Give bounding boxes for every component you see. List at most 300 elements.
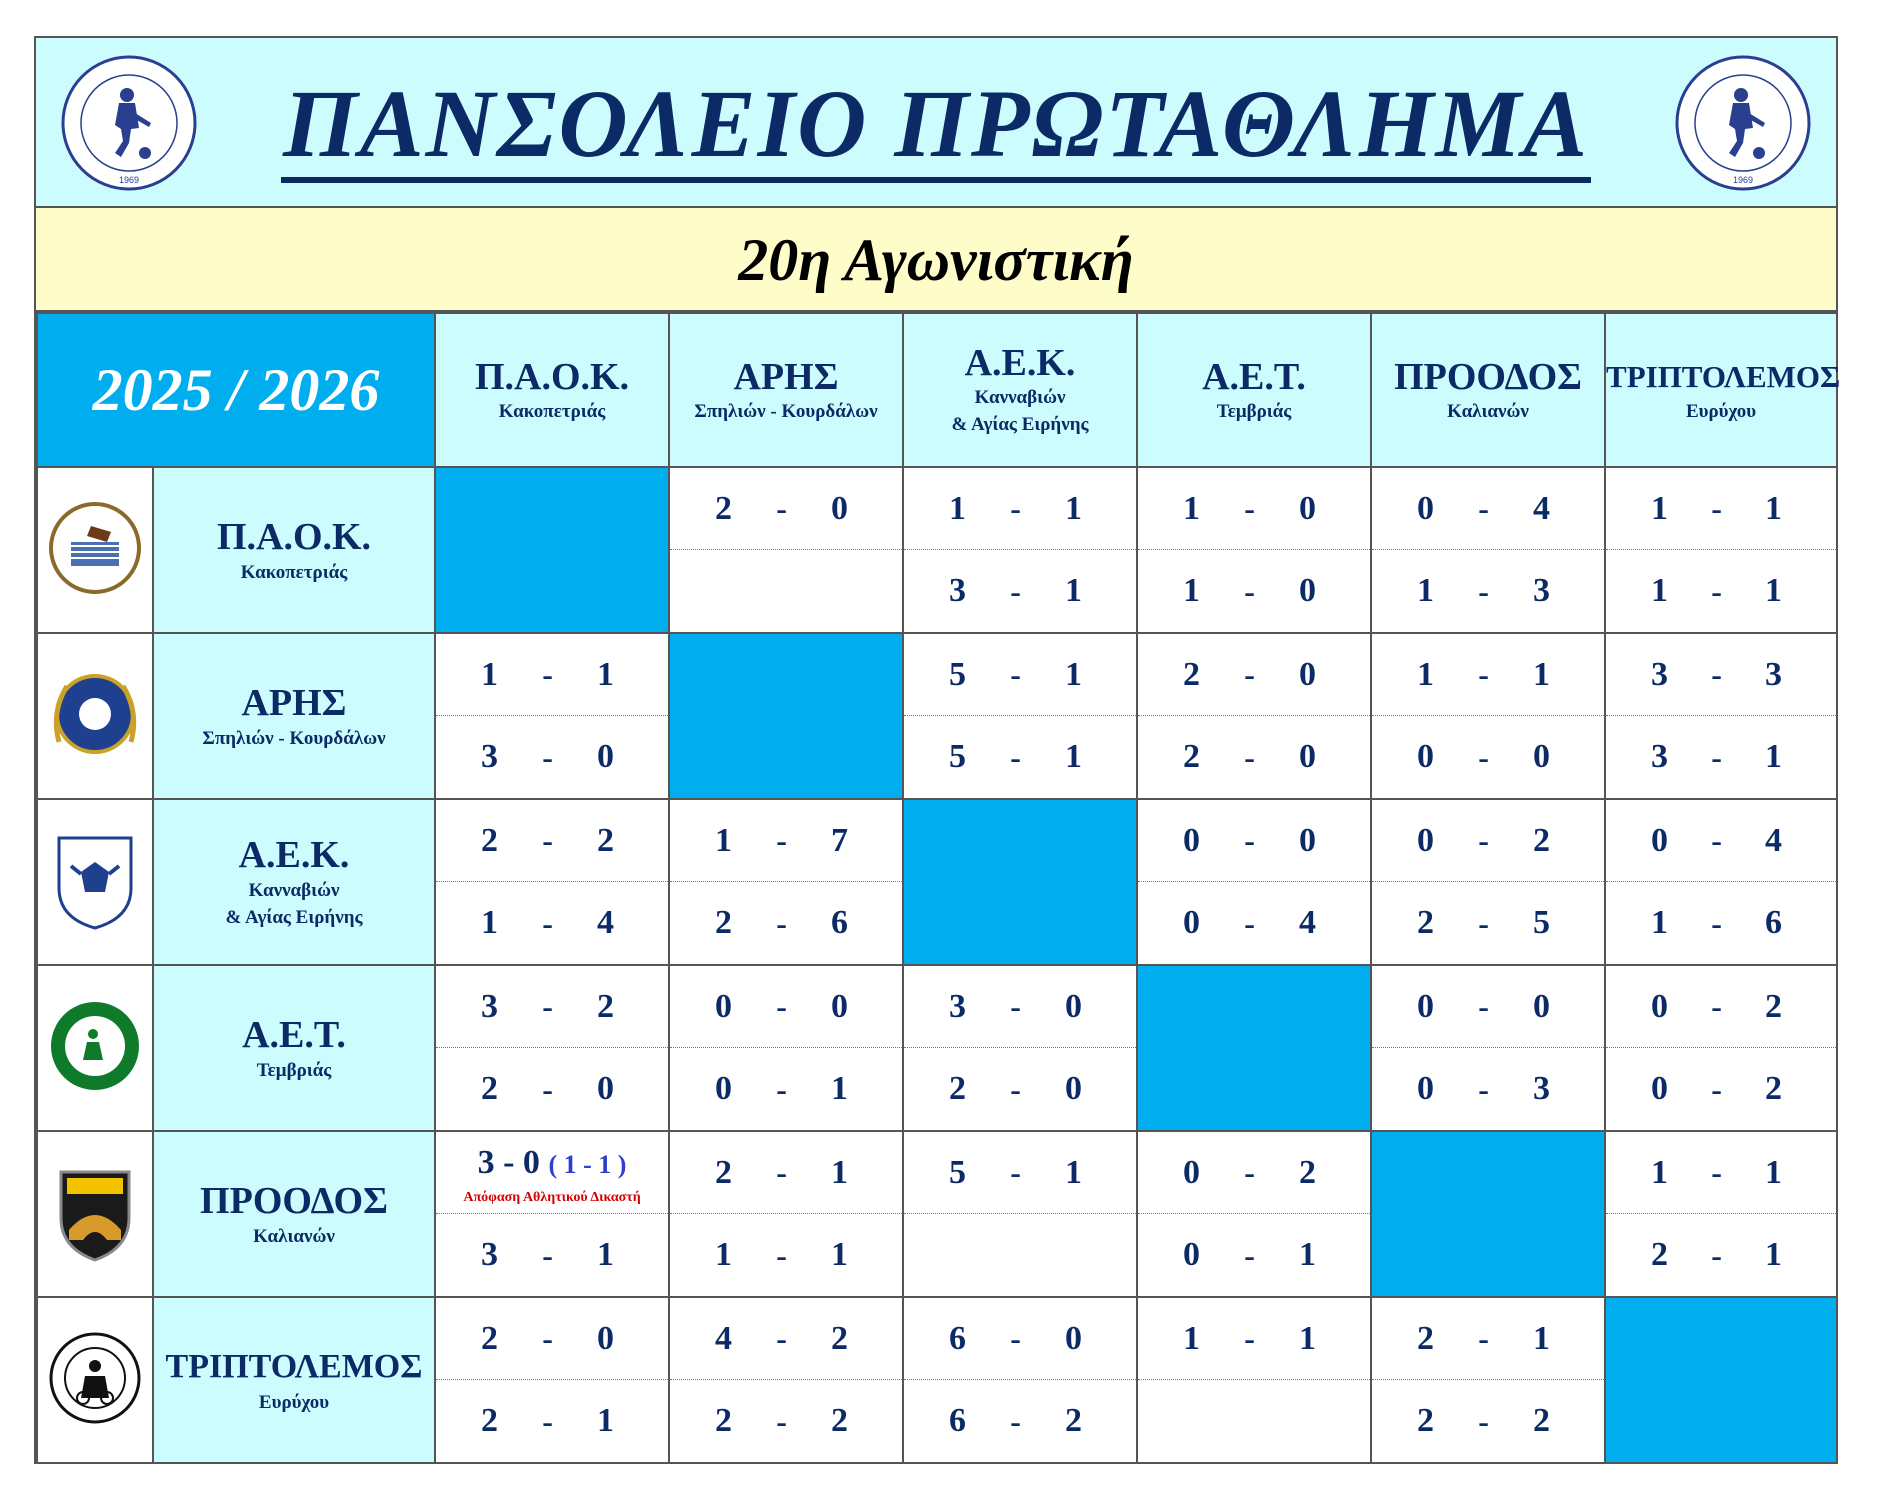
result-cell (903, 1131, 1137, 1297)
away-goals: 1 (1299, 1236, 1317, 1273)
score (904, 550, 1136, 632)
score-dash: - (776, 1402, 787, 1439)
score-dash: - (1244, 1320, 1255, 1356)
team-logo (37, 799, 153, 965)
score (670, 1132, 902, 1214)
result-box (1372, 468, 1604, 632)
score-dash: - (1010, 1070, 1021, 1107)
score-empty (670, 550, 902, 632)
score (904, 1380, 1136, 1462)
score (670, 468, 902, 550)
score-dash: - (1478, 490, 1489, 526)
score-dash: - (1478, 1402, 1489, 1439)
score-dash: - (542, 904, 553, 941)
home-goals: 2 (715, 489, 733, 527)
result-box (1372, 966, 1604, 1130)
score (1372, 716, 1604, 798)
home-goals: 3 (481, 738, 499, 775)
away-goals: 4 (1533, 489, 1551, 527)
result-cell (669, 467, 903, 633)
away-goals: 2 (1299, 1153, 1317, 1191)
result-box (904, 634, 1136, 798)
column-header-team (903, 313, 1137, 467)
row-team-header (153, 799, 435, 965)
result-cell (903, 467, 1137, 633)
row-team-name: Π.Α.Ο.Κ. (216, 515, 372, 558)
home-goals: 5 (949, 655, 967, 693)
away-goals: 4 (1299, 904, 1317, 941)
season-label: 2025 / 2026 (37, 313, 435, 467)
home-goals: 3 (1651, 655, 1669, 693)
score-dash: - (542, 738, 553, 775)
home-goals: 1 (1651, 489, 1669, 527)
team-logo (37, 1131, 153, 1297)
score-dash: - (776, 822, 787, 858)
column-team-name: ΤΡΙΠΤΟΛΕΜΟΣ (1606, 358, 1841, 394)
result-box (1138, 468, 1370, 632)
score-dash: - (1010, 1154, 1021, 1190)
away-goals: 0 (597, 1319, 615, 1357)
away-goals: 0 (597, 1070, 615, 1107)
score (670, 1298, 902, 1380)
home-goals: 1 (715, 1236, 733, 1273)
result-cell (669, 799, 903, 965)
result-box (1372, 1298, 1604, 1462)
original-score: ( 1 - 1 ) (548, 1150, 627, 1179)
result-cell (1137, 799, 1371, 965)
away-goals: 1 (1765, 1153, 1783, 1191)
round-title: 20η Αγωνιστική (36, 208, 1836, 312)
score (904, 966, 1136, 1048)
away-goals: 0 (1065, 987, 1083, 1025)
score-dash: - (1244, 1154, 1255, 1190)
home-goals: 0 (1417, 1070, 1435, 1107)
score (436, 1214, 668, 1296)
result-box (670, 468, 902, 632)
result-box (1372, 800, 1604, 964)
score-dash: - (1478, 572, 1489, 609)
score (1138, 1298, 1370, 1380)
row-team-town: Κακοπετριάς (240, 561, 348, 583)
score-dash: - (542, 1070, 553, 1107)
score-dash: - (1010, 572, 1021, 609)
table-row (37, 1297, 1837, 1463)
row-team-header (153, 1297, 435, 1463)
away-goals: 2 (1065, 1402, 1083, 1439)
svg-text:1969: 1969 (1732, 175, 1754, 185)
column-header-team (669, 313, 903, 467)
result-box (436, 634, 668, 798)
score (1138, 716, 1370, 798)
result-box (1606, 634, 1836, 798)
result-box (1138, 634, 1370, 798)
row-team-header (153, 1131, 435, 1297)
row-team-town: Κανναβιών (248, 880, 340, 901)
result-cell (1371, 1297, 1605, 1463)
away-goals: 2 (1533, 821, 1551, 859)
home-goals: 1 (481, 655, 499, 693)
away-goals: 3 (1533, 1070, 1551, 1107)
home-goals: 5 (949, 1153, 967, 1191)
away-goals: 5 (1533, 904, 1551, 941)
score (436, 1048, 668, 1130)
score (436, 716, 668, 798)
score-dash: - (1478, 904, 1489, 941)
result-box (436, 1298, 668, 1462)
away-goals: 1 (1065, 489, 1083, 527)
home-goals: 2 (1417, 1402, 1435, 1439)
result-cell (1137, 1297, 1371, 1463)
row-team-name: ΤΡΙΠΤΟΛΕΜΟΣ (165, 1347, 423, 1385)
row-team-name: ΑΡΗΣ (241, 681, 347, 724)
column-team-town: Κακοπετριάς (498, 400, 606, 422)
column-team-town: Κανναβιών (974, 387, 1066, 408)
result-box (1606, 1132, 1836, 1296)
home-goals: 2 (715, 1402, 733, 1439)
diagonal-cell (903, 799, 1137, 965)
home-goals: 1 (1651, 572, 1669, 609)
result-box (1606, 468, 1836, 632)
row-team-header (153, 965, 435, 1131)
score-dash: - (542, 1320, 553, 1356)
score-dash: - (776, 490, 787, 526)
home-goals: 6 (949, 1402, 967, 1439)
result-cell (903, 1297, 1137, 1463)
score-dash: - (776, 1154, 787, 1190)
table-row (37, 799, 1837, 965)
away-goals: 0 (1065, 1319, 1083, 1357)
away-goals: 1 (1533, 655, 1551, 693)
score (1606, 882, 1836, 964)
score (1372, 800, 1604, 882)
score-dash: - (1010, 988, 1021, 1024)
table-row (37, 1131, 1837, 1297)
result-cell (669, 1131, 903, 1297)
column-team-town-line2: & Αγίας Ειρήνης (951, 414, 1089, 435)
team-logo (37, 467, 153, 633)
score (1138, 1132, 1370, 1214)
result-cell (1605, 633, 1837, 799)
result-box (1606, 966, 1836, 1130)
result-box (670, 1298, 902, 1462)
score (670, 1380, 902, 1462)
score-dash: - (1711, 822, 1722, 858)
home-goals: 3 (1651, 738, 1669, 775)
federation-logo-right (1668, 48, 1818, 198)
page-title (36, 70, 1836, 177)
row-team-name: Α.Ε.Τ. (242, 1013, 346, 1056)
score-dash: - (1711, 656, 1722, 692)
home-goals: 2 (481, 821, 499, 859)
diagonal-cell (1371, 1131, 1605, 1297)
away-goals: 1 (1065, 655, 1083, 693)
score (1606, 1048, 1836, 1130)
table-row (37, 633, 1837, 799)
result-cell (1137, 467, 1371, 633)
score (1138, 882, 1370, 964)
score (1606, 716, 1836, 798)
home-goals: 6 (949, 1319, 967, 1357)
score (1372, 882, 1604, 964)
home-goals: 5 (949, 738, 967, 775)
score-dash: - (1478, 656, 1489, 692)
result-cell (1137, 633, 1371, 799)
away-goals: 0 (831, 987, 849, 1025)
column-header-team (1605, 313, 1841, 467)
score-dash: - (1711, 1154, 1722, 1190)
home-goals: 2 (715, 1153, 733, 1191)
row-team-name: ΠΡΟΟΔΟΣ (200, 1179, 388, 1222)
away-goals: 2 (831, 1319, 849, 1357)
result-cell (435, 1297, 669, 1463)
away-goals: 1 (831, 1236, 849, 1273)
score-dash: - (1010, 1320, 1021, 1356)
score (436, 882, 668, 964)
column-team-name: Α.Ε.Κ. (964, 342, 1076, 384)
away-goals: 2 (1533, 1402, 1551, 1439)
score-dash: - (1711, 738, 1722, 775)
score (904, 1132, 1136, 1214)
row-team-name: Α.Ε.Κ. (238, 834, 350, 876)
score-dash: - (1244, 572, 1255, 609)
column-team-name: ΑΡΗΣ (733, 355, 839, 398)
away-goals: 1 (1765, 1236, 1783, 1273)
row-team-header (153, 467, 435, 633)
away-goals: 1 (831, 1153, 849, 1191)
score-dash: - (776, 1320, 787, 1356)
away-goals: 2 (597, 987, 615, 1025)
special-score-value: 3 - 0 (477, 1144, 540, 1181)
home-goals: 0 (1651, 1070, 1669, 1107)
score-dash: - (1478, 822, 1489, 858)
score (1372, 1298, 1604, 1380)
result-box (670, 1132, 902, 1296)
score (904, 716, 1136, 798)
score (436, 966, 668, 1048)
score (1138, 550, 1370, 632)
column-team-town: Σπηλιών - Κουρδάλων (694, 400, 878, 422)
away-goals: 0 (1299, 738, 1317, 775)
result-box (1138, 1132, 1370, 1296)
score (904, 634, 1136, 716)
score (904, 1048, 1136, 1130)
diagonal-cell (1137, 965, 1371, 1131)
away-goals: 0 (1299, 655, 1317, 693)
result-box (904, 966, 1136, 1130)
score (904, 1298, 1136, 1380)
score-dash: - (1711, 490, 1722, 526)
score-dash: - (1244, 822, 1255, 858)
result-cell (1371, 633, 1605, 799)
home-goals: 0 (1183, 1153, 1201, 1191)
home-goals: 2 (481, 1319, 499, 1357)
special-result (436, 1132, 668, 1214)
result-box (436, 800, 668, 964)
row-team-town: Σπηλιών - Κουρδάλων (202, 727, 386, 749)
result-box (904, 1132, 1136, 1296)
home-goals: 1 (1651, 904, 1669, 941)
score-dash: - (776, 1236, 787, 1273)
away-goals: 0 (1065, 1070, 1083, 1107)
home-goals: 0 (1183, 904, 1201, 941)
score (1606, 1132, 1836, 1214)
result-box (904, 1298, 1136, 1462)
score (436, 634, 668, 716)
home-goals: 1 (1417, 572, 1435, 609)
score-dash: - (776, 904, 787, 941)
team-logo (37, 633, 153, 799)
result-cell (1371, 467, 1605, 633)
special-score (436, 1132, 668, 1190)
column-team-town: Ευρύχου (1685, 400, 1757, 422)
away-goals: 1 (1765, 738, 1783, 775)
home-goals: 2 (715, 904, 733, 941)
row-team-town: Τεμβριάς (256, 1059, 332, 1081)
score-dash: - (1244, 1236, 1255, 1273)
row-team-town: Καλιανών (253, 1225, 335, 1247)
home-goals: 2 (1651, 1236, 1669, 1273)
column-team-name: Α.Ε.Τ. (1202, 355, 1306, 398)
home-goals: 2 (1417, 904, 1435, 941)
away-goals: 1 (1765, 489, 1783, 527)
home-goals: 0 (1417, 821, 1435, 859)
team-logo (37, 1297, 153, 1463)
result-box (904, 468, 1136, 632)
result-cell (1371, 799, 1605, 965)
score-dash: - (1244, 904, 1255, 941)
result-cell (1605, 799, 1837, 965)
result-cell (1605, 467, 1837, 633)
away-goals: 2 (831, 1402, 849, 1439)
page-title-text: ΠΑΝΣΟΛΕΙΟ ΠΡΩΤΑΘΛΗΜΑ (281, 70, 1591, 183)
away-goals: 2 (597, 821, 615, 859)
league-frame (34, 36, 1841, 1464)
score (1372, 1048, 1604, 1130)
home-goals: 1 (1183, 572, 1201, 609)
score-dash: - (1711, 572, 1722, 609)
away-goals: 1 (597, 1402, 615, 1439)
result-box (670, 966, 902, 1130)
score-dash: - (1478, 1320, 1489, 1356)
score (1372, 468, 1604, 550)
score-dash: - (1244, 490, 1255, 526)
table-row (37, 965, 1837, 1131)
score-dash: - (776, 1070, 787, 1107)
court-decision-note: Απόφαση Αθλητικού Δικαστή (463, 1190, 641, 1205)
score (436, 800, 668, 882)
score-dash: - (1244, 738, 1255, 775)
away-goals: 2 (1765, 987, 1783, 1025)
column-team-name: ΠΡΟΟΔΟΣ (1394, 355, 1582, 398)
score-dash: - (1711, 1070, 1722, 1107)
result-box (1606, 800, 1836, 964)
score (1606, 468, 1836, 550)
home-goals: 1 (1183, 489, 1201, 527)
away-goals: 0 (1533, 738, 1551, 775)
score-dash: - (1711, 988, 1722, 1024)
row-team-header (153, 633, 435, 799)
score (670, 800, 902, 882)
home-goals: 2 (481, 1402, 499, 1439)
home-goals: 2 (949, 1070, 967, 1107)
diagonal-cell (435, 467, 669, 633)
result-box (670, 800, 902, 964)
score (1138, 468, 1370, 550)
results-grid (36, 312, 1841, 1464)
home-goals: 1 (715, 821, 733, 859)
away-goals: 0 (597, 738, 615, 775)
score (670, 966, 902, 1048)
away-goals: 1 (1065, 1153, 1083, 1191)
score (1606, 550, 1836, 632)
score (1138, 1214, 1370, 1296)
score-dash: - (1010, 1402, 1021, 1439)
home-goals: 3 (481, 987, 499, 1025)
home-goals: 2 (1417, 1319, 1435, 1357)
diagonal-cell (1605, 1297, 1837, 1463)
score (1138, 800, 1370, 882)
away-goals: 6 (831, 904, 849, 941)
away-goals: 1 (1299, 1319, 1317, 1357)
score (904, 468, 1136, 550)
score-dash: - (542, 1402, 553, 1439)
result-box (436, 966, 668, 1130)
score (670, 1048, 902, 1130)
home-goals: 0 (1417, 987, 1435, 1025)
result-cell (1605, 965, 1837, 1131)
away-goals: 6 (1765, 904, 1783, 941)
result-cell (435, 1131, 669, 1297)
score-dash: - (776, 988, 787, 1024)
away-goals: 3 (1533, 572, 1551, 609)
team-logo (37, 965, 153, 1131)
score-dash: - (1010, 656, 1021, 692)
home-goals: 3 (481, 1236, 499, 1273)
column-team-town: Τεμβριάς (1216, 400, 1292, 422)
away-goals: 7 (831, 821, 849, 859)
away-goals: 1 (1765, 572, 1783, 609)
away-goals: 0 (831, 489, 849, 527)
home-goals: 2 (1183, 738, 1201, 775)
header (36, 38, 1836, 208)
result-cell (669, 965, 903, 1131)
score (1372, 966, 1604, 1048)
home-goals: 0 (715, 1070, 733, 1107)
away-goals: 1 (1065, 738, 1083, 775)
home-goals: 1 (481, 904, 499, 941)
away-goals: 4 (1765, 821, 1783, 859)
result-cell (435, 799, 669, 965)
result-box (1138, 1298, 1370, 1462)
score-dash: - (542, 656, 553, 692)
row-team-town: Ευρύχου (258, 1391, 330, 1413)
row-team-town-line2: & Αγίας Ειρήνης (225, 907, 363, 928)
away-goals: 1 (831, 1070, 849, 1107)
score-dash: - (542, 988, 553, 1024)
away-goals: 1 (597, 1236, 615, 1273)
score (1372, 1380, 1604, 1462)
score-empty (904, 1214, 1136, 1296)
column-header-team (1137, 313, 1371, 467)
home-goals: 1 (1417, 655, 1435, 693)
table-row (37, 467, 1837, 633)
home-goals: 0 (1417, 489, 1435, 527)
result-box (436, 1132, 668, 1296)
score-dash: - (1010, 490, 1021, 526)
home-goals: 2 (1183, 655, 1201, 693)
home-goals: 1 (949, 489, 967, 527)
score-dash: - (1711, 904, 1722, 941)
